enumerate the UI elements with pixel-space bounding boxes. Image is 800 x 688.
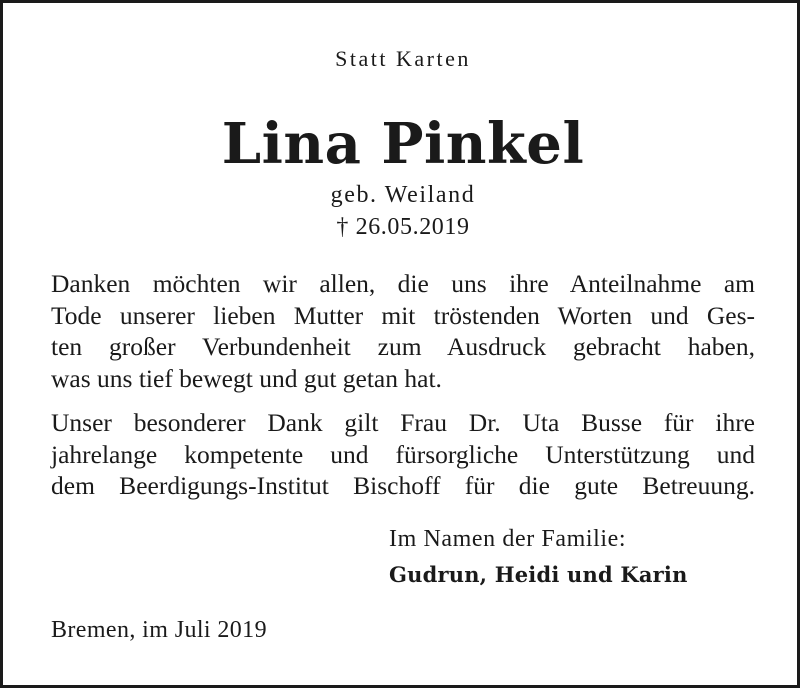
paragraph-line: Danken möchten wir allen, die uns ihre Anteilnahme am [51, 269, 755, 298]
paragraph-line: Unser besonderer Dank gilt Frau Dr. Uta Busse für ihre [51, 408, 755, 437]
paragraph-line: dem Beerdigungs-Institut Bischoff für die gute Betreuung. [51, 471, 755, 500]
death-date: † 26.05.2019 [336, 214, 470, 240]
paragraph-line: jahrelange kompetente und fürsorgliche Unterstützung und [51, 439, 755, 469]
intro-text: Statt Karten [335, 46, 471, 71]
place-date: Bremen, im Juli 2019 [51, 617, 267, 643]
signature-intro: Im Namen der Familie: [389, 526, 627, 552]
paragraph-line: Tode unserer lieben Mutter mit tröstenden Worten und Ges- [51, 300, 755, 330]
paragraph-line: ten großer Verbundenheit zum Ausdruck gebracht haben, [51, 332, 755, 361]
thanks-paragraph [51, 268, 755, 394]
signature-names: Gudrun, Heidi und Karin [389, 562, 688, 587]
special-thanks-paragraph [51, 407, 755, 502]
birth-name: geb. Weiland [330, 182, 476, 208]
deceased-name: Lina Pinkel [221, 111, 585, 177]
paragraph-line: was uns tief bewegt und gut getan hat. [51, 363, 442, 393]
